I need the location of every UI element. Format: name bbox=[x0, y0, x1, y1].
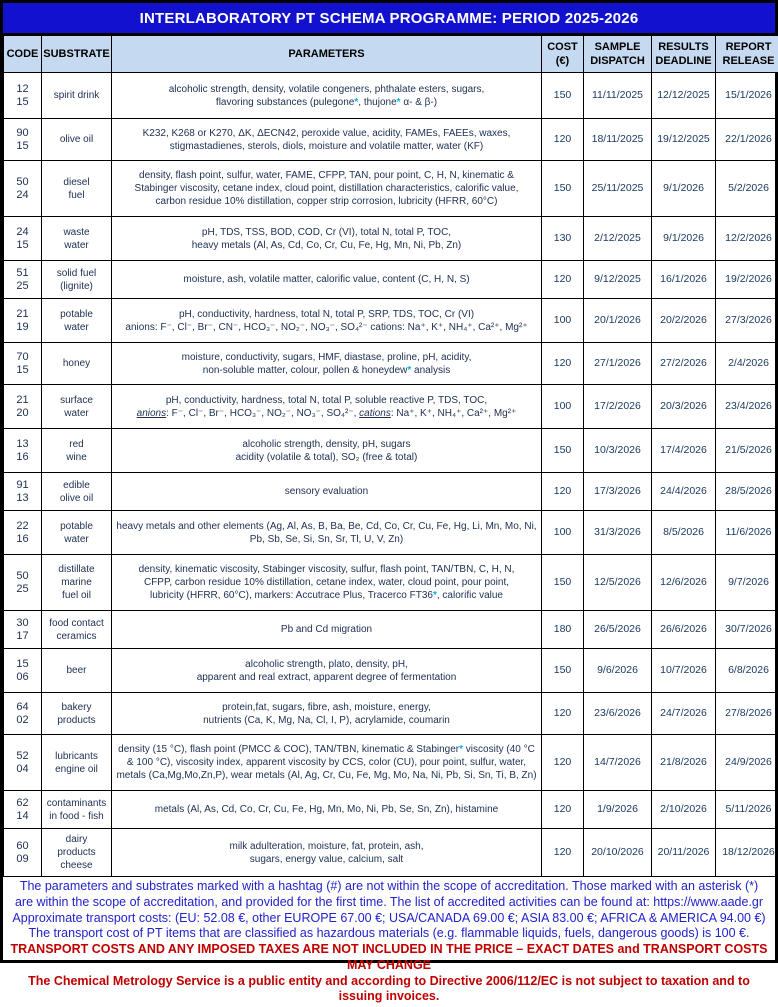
cell-code: 64 02 bbox=[4, 693, 42, 735]
cell-substrate: solid fuel (lignite) bbox=[42, 261, 112, 299]
column-header-release: REPORT RELEASE bbox=[716, 36, 778, 73]
cell-code: 50 25 bbox=[4, 555, 42, 611]
table-row bbox=[4, 649, 778, 693]
cell-report-release: 15/1/2026 bbox=[716, 73, 778, 119]
cell-report-release: 24/9/2026 bbox=[716, 735, 778, 791]
cell-parameters: heavy metals and other elements (Ag, Al, As, B, Ba, Be, Cd, Co, Cr, Cu, Fe, Hg, Li, Mn, Mo, Ni, Pb, Sb, Se, Si, Sn, Sr, Tl, U, V, Zn) bbox=[112, 511, 542, 555]
cell-results-deadline: 9/1/2026 bbox=[652, 161, 716, 217]
cell-cost: 100 bbox=[542, 511, 584, 555]
cell-substrate: beer bbox=[42, 649, 112, 693]
cell-substrate: olive oil bbox=[42, 119, 112, 161]
column-header-dispatch: SAMPLE DISPATCH bbox=[584, 36, 652, 73]
cell-sample-dispatch: 23/6/2026 bbox=[584, 693, 652, 735]
cell-report-release: 9/7/2026 bbox=[716, 555, 778, 611]
cell-report-release: 28/5/2026 bbox=[716, 473, 778, 511]
cell-report-release: 11/6/2026 bbox=[716, 511, 778, 555]
cell-sample-dispatch: 17/2/2026 bbox=[584, 385, 652, 429]
table-row bbox=[4, 429, 778, 473]
cell-code: 70 15 bbox=[4, 343, 42, 385]
asterisk-marker: * bbox=[459, 744, 463, 755]
cell-substrate: red wine bbox=[42, 429, 112, 473]
cell-code: 60 09 bbox=[4, 829, 42, 877]
cell-results-deadline: 24/7/2026 bbox=[652, 693, 716, 735]
cell-parameters: K232, K268 or K270, ΔK, ΔECN42, peroxide value, acidity, FAMEs, FAEEs, waxes, stigmastadienes, sterols, diols, moisture and volatile matter, water (KF) bbox=[112, 119, 542, 161]
cell-code: 30 17 bbox=[4, 611, 42, 649]
cell-parameters: Pb and Cd migration bbox=[112, 611, 542, 649]
footer-note-disclaimer: TRANSPORT COSTS AND ANY IMPOSED TAXES ARE NOT INCLUDED IN THE PRICE – EXACT DATES and TRANSPORT COSTS MAY CHANGE bbox=[7, 942, 771, 974]
cell-parameters: density (15 °C), flash point (PMCC & COC), TAN/TBN, kinematic & Stabinger* viscosity (40 °C & 100 °C), viscosity index, apparent viscosity by CCS, color (CU), pour point, sulfur, water, metals (Ca,Mg,Mo,Zn,P), wear metals (Al, Ag, Cr, Cu, Fe, Mg, Mo, Na, Ni, Pb, Si, Sn, Ti, B, Zn) bbox=[112, 735, 542, 791]
cell-substrate: dairy products cheese bbox=[42, 829, 112, 877]
cell-parameters: alcoholic strength, density, pH, sugars acidity (volatile & total), SO₂ (free & total) bbox=[112, 429, 542, 473]
cell-substrate: diesel fuel bbox=[42, 161, 112, 217]
cell-cost: 180 bbox=[542, 611, 584, 649]
cell-substrate: surface water bbox=[42, 385, 112, 429]
cell-cost: 150 bbox=[542, 429, 584, 473]
cell-substrate: honey bbox=[42, 343, 112, 385]
cell-parameters: alcoholic strength, density, volatile congeners, phthalate esters, sugars, flavoring substances (pulegone*, thujone* α- & β-) bbox=[112, 73, 542, 119]
table-row bbox=[4, 217, 778, 261]
cell-results-deadline: 26/6/2026 bbox=[652, 611, 716, 649]
cell-cost: 150 bbox=[542, 161, 584, 217]
column-header-parameters: PARAMETERS bbox=[112, 36, 542, 73]
cell-results-deadline: 20/2/2026 bbox=[652, 299, 716, 343]
cell-sample-dispatch: 10/3/2026 bbox=[584, 429, 652, 473]
table-row bbox=[4, 611, 778, 649]
cell-cost: 120 bbox=[542, 119, 584, 161]
table-row bbox=[4, 735, 778, 791]
cell-report-release: 18/12/2026 bbox=[716, 829, 778, 877]
cell-sample-dispatch: 26/5/2026 bbox=[584, 611, 652, 649]
cell-cost: 120 bbox=[542, 261, 584, 299]
cell-sample-dispatch: 20/10/2026 bbox=[584, 829, 652, 877]
cell-results-deadline: 10/7/2026 bbox=[652, 649, 716, 693]
cell-code: 22 16 bbox=[4, 511, 42, 555]
cell-sample-dispatch: 20/1/2026 bbox=[584, 299, 652, 343]
table-row bbox=[4, 555, 778, 611]
cell-results-deadline: 12/6/2026 bbox=[652, 555, 716, 611]
cell-parameters: density, flash point, sulfur, water, FAME, CFPP, TAN, pour point, C, H, N, kinematic & Stabinger viscosity, cetane index, cloud point, distillation characteristics, calorific value, carbon residue 10% distillation, copper strip corrosion, lubricity (HFRR, 60°C) bbox=[112, 161, 542, 217]
cell-report-release: 21/5/2026 bbox=[716, 429, 778, 473]
cell-substrate: potable water bbox=[42, 299, 112, 343]
table-row bbox=[4, 343, 778, 385]
table-row bbox=[4, 299, 778, 343]
cell-results-deadline: 2/10/2026 bbox=[652, 791, 716, 829]
cell-sample-dispatch: 25/11/2025 bbox=[584, 161, 652, 217]
cell-sample-dispatch: 2/12/2025 bbox=[584, 217, 652, 261]
cell-parameters: pH, conductivity, hardness, total N, total P, SRP, TDS, TOC, Cr (VI) anions: F⁻, Cl⁻, Br⁻, CN⁻, HCO₃⁻, NO₂⁻, NO₃⁻, SO₄²⁻ cations: Na⁺, K⁺, NH₄⁺, Ca²⁺, Mg²⁺ bbox=[112, 299, 542, 343]
footer-note-taxation: The Chemical Metrology Service is a public entity and according to Directive 2006/112/EC is not subject to taxation and to issuing invoices. bbox=[7, 974, 771, 1006]
cell-results-deadline: 20/3/2026 bbox=[652, 385, 716, 429]
table-row bbox=[4, 261, 778, 299]
cell-report-release: 23/4/2026 bbox=[716, 385, 778, 429]
cell-code: 51 25 bbox=[4, 261, 42, 299]
cell-cost: 100 bbox=[542, 385, 584, 429]
column-header-cost: COST (€) bbox=[542, 36, 584, 73]
table-row bbox=[4, 119, 778, 161]
footer-note-hazardous: The transport cost of PT items that are classified as hazardous materials (e.g. flammable liquids, fuels, dangerous goods) is 100 €. bbox=[7, 926, 771, 942]
asterisk-marker: * bbox=[407, 365, 411, 376]
footer-note-accreditation-1: The parameters and substrates marked with a hashtag (#) are not within the scope of accreditation. Those marked with an asterisk (*) bbox=[7, 879, 771, 895]
table-row bbox=[4, 73, 778, 119]
cell-code: 21 19 bbox=[4, 299, 42, 343]
cell-code: 90 15 bbox=[4, 119, 42, 161]
cell-parameters: alcoholic strength, plato, density, pH, apparent and real extract, apparent degree of fermentation bbox=[112, 649, 542, 693]
asterisk-marker: * bbox=[433, 590, 437, 601]
table-row bbox=[4, 473, 778, 511]
cell-parameters: protein,fat, sugars, fibre, ash, moisture, energy, nutrients (Ca, K, Mg, Na, Cl, I, P), acrylamide, coumarin bbox=[112, 693, 542, 735]
cell-cost: 120 bbox=[542, 791, 584, 829]
cell-substrate: contaminants in food - fish bbox=[42, 791, 112, 829]
cell-code: 13 16 bbox=[4, 429, 42, 473]
cell-report-release: 19/2/2026 bbox=[716, 261, 778, 299]
cell-sample-dispatch: 17/3/2026 bbox=[584, 473, 652, 511]
cell-cost: 120 bbox=[542, 343, 584, 385]
cell-code: 62 14 bbox=[4, 791, 42, 829]
footer-notes bbox=[3, 877, 775, 1007]
cell-sample-dispatch: 27/1/2026 bbox=[584, 343, 652, 385]
footer-note-accreditation-2: are within the scope of accreditation, and provided for the first time. The list of accredited activities can be found at: https://www.aade.gr bbox=[7, 895, 771, 911]
cell-results-deadline: 17/4/2026 bbox=[652, 429, 716, 473]
cell-substrate: spirit drink bbox=[42, 73, 112, 119]
cell-substrate: lubricants engine oil bbox=[42, 735, 112, 791]
cell-parameters: metals (Al, As, Cd, Co, Cr, Cu, Fe, Hg, Mn, Mo, Ni, Pb, Se, Sn, Zn), histamine bbox=[112, 791, 542, 829]
cell-substrate: distillate marine fuel oil bbox=[42, 555, 112, 611]
cell-results-deadline: 16/1/2026 bbox=[652, 261, 716, 299]
cell-report-release: 30/7/2026 bbox=[716, 611, 778, 649]
table-row bbox=[4, 693, 778, 735]
asterisk-marker: * bbox=[397, 97, 401, 108]
cell-cost: 120 bbox=[542, 693, 584, 735]
cell-code: 24 15 bbox=[4, 217, 42, 261]
cell-parameters: pH, conductivity, hardness, total N, total P, soluble reactive P, TDS, TOC, anions: F⁻, Cl⁻, Br⁻, HCO₃⁻, NO₂⁻, NO₃⁻, SO₄²⁻, cations: Na⁺, K⁺, NH₄⁺, Ca²⁺, Mg²⁺ bbox=[112, 385, 542, 429]
cell-report-release: 12/2/2026 bbox=[716, 217, 778, 261]
table-header-row bbox=[4, 36, 778, 73]
table-row bbox=[4, 791, 778, 829]
cell-code: 12 15 bbox=[4, 73, 42, 119]
cell-report-release: 27/3/2026 bbox=[716, 299, 778, 343]
asterisk-marker: * bbox=[354, 97, 358, 108]
cell-sample-dispatch: 9/6/2026 bbox=[584, 649, 652, 693]
cell-sample-dispatch: 9/12/2025 bbox=[584, 261, 652, 299]
cell-code: 91 13 bbox=[4, 473, 42, 511]
table-row bbox=[4, 511, 778, 555]
cell-report-release: 5/2/2026 bbox=[716, 161, 778, 217]
cell-cost: 120 bbox=[542, 473, 584, 511]
cell-parameters: density, kinematic viscosity, Stabinger viscosity, sulfur, flash point, TAN/TBN, C, H, N, CFPP, carbon residue 10% distillation, cetane index, water, cloud point, pour point, lubricity (HFRR, 60°C), markers: Accutrace Plus, Tracerco FT36*, calorific value bbox=[112, 555, 542, 611]
cell-cost: 120 bbox=[542, 735, 584, 791]
cell-cost: 150 bbox=[542, 649, 584, 693]
table-row bbox=[4, 161, 778, 217]
cell-results-deadline: 12/12/2025 bbox=[652, 73, 716, 119]
cell-results-deadline: 19/12/2025 bbox=[652, 119, 716, 161]
page-title: INTERLABORATORY PT SCHEMA PROGRAMME: PERIOD 2025-2026 bbox=[3, 3, 775, 35]
cell-cost: 120 bbox=[542, 829, 584, 877]
cell-code: 50 24 bbox=[4, 161, 42, 217]
column-header-substrate: SUBSTRATE bbox=[42, 36, 112, 73]
cell-sample-dispatch: 12/5/2026 bbox=[584, 555, 652, 611]
cell-substrate: waste water bbox=[42, 217, 112, 261]
cell-report-release: 27/8/2026 bbox=[716, 693, 778, 735]
cell-substrate: edible olive oil bbox=[42, 473, 112, 511]
cell-sample-dispatch: 1/9/2026 bbox=[584, 791, 652, 829]
cell-cost: 150 bbox=[542, 73, 584, 119]
cell-cost: 130 bbox=[542, 217, 584, 261]
column-header-code: CODE bbox=[4, 36, 42, 73]
cell-sample-dispatch: 11/11/2025 bbox=[584, 73, 652, 119]
column-header-deadline: RESULTS DEADLINE bbox=[652, 36, 716, 73]
cell-results-deadline: 27/2/2026 bbox=[652, 343, 716, 385]
cell-substrate: potable water bbox=[42, 511, 112, 555]
cell-parameters: moisture, conductivity, sugars, HMF, diastase, proline, pH, acidity, non-soluble matter, colour, pollen & honeydew* analysis bbox=[112, 343, 542, 385]
cell-results-deadline: 8/5/2026 bbox=[652, 511, 716, 555]
footer-note-transport-costs: Approximate transport costs: (EU: 52.08 €, other EUROPE 67.00 €; USA/CANADA 69.00 €; ASIA 83.00 €; AFRICA & AMERICA 94.00 €) bbox=[7, 911, 771, 927]
table-row bbox=[4, 385, 778, 429]
pt-programme-table bbox=[3, 35, 778, 877]
cell-results-deadline: 21/8/2026 bbox=[652, 735, 716, 791]
cell-parameters: moisture, ash, volatile matter, calorific value, content (C, H, N, S) bbox=[112, 261, 542, 299]
cell-sample-dispatch: 14/7/2026 bbox=[584, 735, 652, 791]
cell-cost: 100 bbox=[542, 299, 584, 343]
cell-results-deadline: 24/4/2026 bbox=[652, 473, 716, 511]
table-row bbox=[4, 829, 778, 877]
cell-report-release: 2/4/2026 bbox=[716, 343, 778, 385]
cell-report-release: 22/1/2026 bbox=[716, 119, 778, 161]
cell-parameters: milk adulteration, moisture, fat, protein, ash, sugars, energy value, calcium, salt bbox=[112, 829, 542, 877]
cell-code: 15 06 bbox=[4, 649, 42, 693]
cell-code: 21 20 bbox=[4, 385, 42, 429]
cell-parameters: sensory evaluation bbox=[112, 473, 542, 511]
cell-code: 52 04 bbox=[4, 735, 42, 791]
cell-cost: 150 bbox=[542, 555, 584, 611]
cell-parameters: pH, TDS, TSS, BOD, COD, Cr (VI), total N, total P, TOC, heavy metals (Al, As, Cd, Co, Cr, Cu, Fe, Hg, Mn, Ni, Pb, Zn) bbox=[112, 217, 542, 261]
cell-sample-dispatch: 31/3/2026 bbox=[584, 511, 652, 555]
cell-substrate: food contact ceramics bbox=[42, 611, 112, 649]
cell-substrate: bakery products bbox=[42, 693, 112, 735]
cell-results-deadline: 20/11/2026 bbox=[652, 829, 716, 877]
cell-report-release: 6/8/2026 bbox=[716, 649, 778, 693]
cell-report-release: 5/11/2026 bbox=[716, 791, 778, 829]
cell-sample-dispatch: 18/11/2025 bbox=[584, 119, 652, 161]
cell-results-deadline: 9/1/2026 bbox=[652, 217, 716, 261]
